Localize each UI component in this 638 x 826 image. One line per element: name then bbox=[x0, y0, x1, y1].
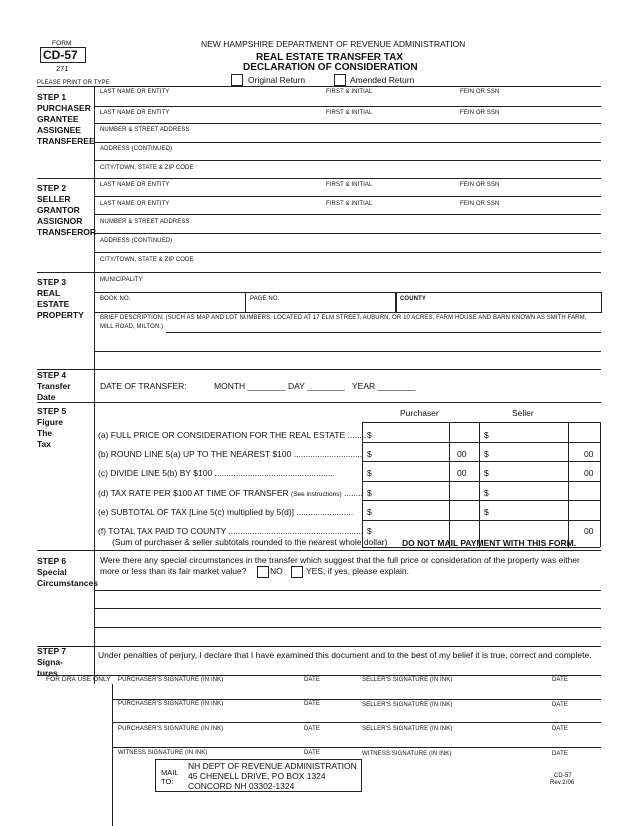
purchaser1-first-label: FIRST & INITIAL bbox=[326, 89, 373, 95]
description-label-line1: BRIEF DESCRIPTION: (SUCH AS MAP AND LOT NUMBERS; LOCATED AT 17 ELM STREET, AUBURN, OR 10 ACRES, FARM HOUSE AND BARN KNOWN AS SMITH FARM, bbox=[100, 315, 587, 321]
dra-use-only-label: FOR DRA USE ONLY bbox=[46, 676, 111, 683]
line-5d-label: (d) TAX RATE PER $100 AT TIME OF TRANSFER (See instructions) ........ bbox=[98, 488, 363, 498]
step4-heading: STEP 4 Transfer Date bbox=[37, 370, 71, 402]
special-circumstances-question-line2: more or less than its fair market value? bbox=[100, 566, 247, 576]
line-5c-purchaser-dollar[interactable]: $ bbox=[367, 468, 372, 478]
purchaser2-fein-label: FEIN OR SSN bbox=[460, 110, 500, 116]
purchaser-signature-2-label: PURCHASER'S SIGNATURE (IN INK) bbox=[118, 701, 224, 707]
form-title: REAL ESTATE TRANSFER TAX bbox=[256, 52, 404, 63]
perjury-declaration: Under penalties of perjury, I declare that I have examined this document and to the best of my belief it is true, correct and complete. bbox=[98, 650, 592, 660]
purchaser-signature-3-date-label: DATE bbox=[304, 726, 320, 732]
seller2-fein-label: FEIN OR SSN bbox=[460, 201, 500, 207]
mail-to-label: TO: bbox=[161, 777, 174, 786]
line-5a-seller-dollar[interactable]: $ bbox=[484, 430, 489, 440]
footer-form-code: CD-57 bbox=[554, 773, 572, 779]
line-5c-seller-dollar[interactable]: $ bbox=[484, 468, 489, 478]
purchaser2-last-name-label: LAST NAME OR ENTITY bbox=[100, 110, 170, 116]
seller-address-cont-label: ADDRESS (CONTINUED) bbox=[100, 238, 173, 244]
seller2-first-label: FIRST & INITIAL bbox=[326, 201, 373, 207]
seller-signature-3-date-label: DATE bbox=[552, 726, 568, 732]
line-5f-label: (f) TOTAL TAX PAID TO COUNTY ......................................................... bbox=[98, 526, 364, 536]
special-yes-checkbox[interactable] bbox=[291, 566, 303, 578]
line-5f-total-dollar[interactable]: $ bbox=[367, 526, 372, 536]
form-number: 271 bbox=[56, 64, 69, 73]
witness-signature-2-label: WITNESS SIGNATURE (IN INK) bbox=[362, 751, 452, 757]
amended-return-checkbox[interactable] bbox=[334, 74, 346, 86]
print-note: PLEASE PRINT OR TYPE bbox=[37, 80, 110, 86]
footer-revision: Rev.2/06 bbox=[550, 780, 575, 786]
purchaser2-first-label: FIRST & INITIAL bbox=[326, 110, 373, 116]
line-5d-seller-dollar[interactable]: $ bbox=[484, 488, 489, 498]
step1-heading: STEP 1 PURCHASER GRANTEE ASSIGNEE TRANSFEREE bbox=[37, 92, 95, 146]
seller1-last-name-label: LAST NAME OR ENTITY bbox=[100, 182, 170, 188]
seller1-first-label: FIRST & INITIAL bbox=[326, 182, 373, 188]
step5-heading: STEP 5 Figure The Tax bbox=[37, 406, 67, 449]
purchaser-address-cont-label: ADDRESS (CONTINUED) bbox=[100, 146, 173, 152]
line-5a-label: (a) FULL PRICE OR CONSIDERATION FOR THE REAL ESTATE ........ bbox=[98, 430, 367, 440]
transfer-date-label: DATE OF TRANSFER: bbox=[100, 381, 187, 391]
seller-signature-2-label: SELLER'S SIGNATURE (IN INK) bbox=[362, 702, 453, 708]
purchaser-signature-3-label: PURCHASER'S SIGNATURE (IN INK) bbox=[118, 726, 224, 732]
line-5e-label: (e) SUBTOTAL OF TAX [Line 5(c) multiplied by 5(d)] ........................ bbox=[98, 507, 354, 517]
original-return-checkbox[interactable] bbox=[231, 74, 243, 86]
witness-signature-2-date-label: DATE bbox=[552, 751, 568, 757]
seller-signature-2-date-label: DATE bbox=[552, 702, 568, 708]
line-5b-seller-dollar[interactable]: $ bbox=[484, 449, 489, 459]
seller2-last-name-label: LAST NAME OR ENTITY bbox=[100, 201, 170, 207]
mail-label: MAIL bbox=[161, 768, 179, 777]
special-yes-label: YES, if yes, please explain. bbox=[306, 566, 410, 576]
seller1-fein-label: FEIN OR SSN bbox=[460, 182, 500, 188]
witness-signature-1-date-label: DATE bbox=[304, 750, 320, 756]
purchaser-city-label: CITY/TOWN, STATE & ZIP CODE bbox=[100, 165, 194, 171]
transfer-day-field[interactable]: DAY ________ bbox=[288, 381, 345, 391]
transfer-year-field[interactable]: YEAR ________ bbox=[352, 381, 416, 391]
purchaser-signature-1-date-label: DATE bbox=[304, 677, 320, 683]
line-5c-purchaser-cents: 00 bbox=[457, 468, 467, 478]
county-field[interactable] bbox=[396, 292, 602, 313]
purchaser1-last-name-label: LAST NAME OR ENTITY bbox=[100, 89, 170, 95]
step3-heading: STEP 3 REAL ESTATE PROPERTY bbox=[37, 277, 84, 320]
seller-signature-1-date-label: DATE bbox=[552, 677, 568, 683]
description-label-line2: MILL ROAD, MILTON.) bbox=[100, 324, 164, 330]
line-5b-purchaser-cents: 00 bbox=[457, 449, 467, 459]
book-number-label: BOOK NO. bbox=[100, 296, 131, 302]
special-circumstances-question-line1: Were there any special circumstances in the transfer which suggest that the full price or consideration of the property was either bbox=[100, 555, 580, 565]
no-mail-notice: DO NOT MAIL PAYMENT WITH THIS FORM. bbox=[402, 538, 577, 548]
line-5b-label: (b) ROUND LINE 5(a) UP TO THE NEAREST $100 ............................. bbox=[98, 449, 363, 459]
seller-signature-3-label: SELLER'S SIGNATURE (IN INK) bbox=[362, 726, 453, 732]
special-no-label: NO bbox=[270, 566, 283, 576]
step6-heading: STEP 6 Special Circumstances bbox=[37, 556, 98, 588]
purchaser1-fein-label: FEIN OR SSN bbox=[460, 89, 500, 95]
purchaser-column-header: Purchaser bbox=[400, 408, 439, 418]
line-5e-purchaser-dollar[interactable]: $ bbox=[367, 507, 372, 517]
municipality-label: MUNICIPALITY bbox=[100, 277, 143, 283]
witness-signature-1-label: WITNESS SIGNATURE (IN INK) bbox=[118, 750, 208, 756]
page-number-label: PAGE NO. bbox=[250, 296, 280, 302]
line-5f-note: (Sum of purchaser & seller subtotals rounded to the nearest whole dollar) bbox=[112, 537, 388, 547]
purchaser-signature-1-label: PURCHASER'S SIGNATURE (IN INK) bbox=[118, 677, 224, 683]
purchaser-signature-2-date-label: DATE bbox=[304, 701, 320, 707]
line-5b-seller-cents: 00 bbox=[584, 449, 594, 459]
amended-return-label: Amended Return bbox=[350, 75, 415, 85]
seller-column-header: Seller bbox=[512, 408, 534, 418]
purchaser-street-label: NUMBER & STREET ADDRESS bbox=[100, 127, 190, 133]
line-5f-total-cents: 00 bbox=[584, 526, 594, 536]
mail-address-line3: CONCORD NH 03302-1324 bbox=[188, 781, 295, 791]
form-subtitle: DECLARATION OF CONSIDERATION bbox=[243, 62, 418, 73]
form-code-box bbox=[40, 47, 86, 63]
mail-address-line2: 45 CHENELL DRIVE, PO BOX 1324 bbox=[188, 771, 326, 781]
agency-name: NEW HAMPSHIRE DEPARTMENT OF REVENUE ADMINISTRATION bbox=[201, 39, 466, 49]
special-no-checkbox[interactable] bbox=[257, 566, 269, 578]
line-5b-purchaser-dollar[interactable]: $ bbox=[367, 449, 372, 459]
seller-signature-1-label: SELLER'S SIGNATURE (IN INK) bbox=[362, 677, 453, 683]
seller-city-label: CITY/TOWN, STATE & ZIP CODE bbox=[100, 257, 194, 263]
line-5c-seller-cents: 00 bbox=[584, 468, 594, 478]
step7-heading: STEP 7 Signa- tures bbox=[37, 646, 67, 678]
step2-heading: STEP 2 SELLER GRANTOR ASSIGNOR TRANSFEROR bbox=[37, 183, 97, 237]
line-5a-purchaser-dollar[interactable]: $ bbox=[367, 430, 372, 440]
line-5e-seller-dollar[interactable]: $ bbox=[484, 507, 489, 517]
transfer-month-field[interactable]: MONTH ________ bbox=[214, 381, 286, 391]
line-5d-purchaser-dollar[interactable]: $ bbox=[367, 488, 372, 498]
line-5c-label: (c) DIVIDE LINE 5(b) BY $100 .................................................. bbox=[98, 468, 333, 478]
county-label: COUNTY bbox=[400, 296, 426, 302]
seller-street-label: NUMBER & STREET ADDRESS bbox=[100, 219, 190, 225]
mail-address-line1: NH DEPT OF REVENUE ADMINISTRATION bbox=[188, 761, 357, 771]
form-code: CD-57 bbox=[43, 48, 78, 62]
form-label: FORM bbox=[52, 40, 72, 47]
original-return-label: Original Return bbox=[248, 75, 306, 85]
